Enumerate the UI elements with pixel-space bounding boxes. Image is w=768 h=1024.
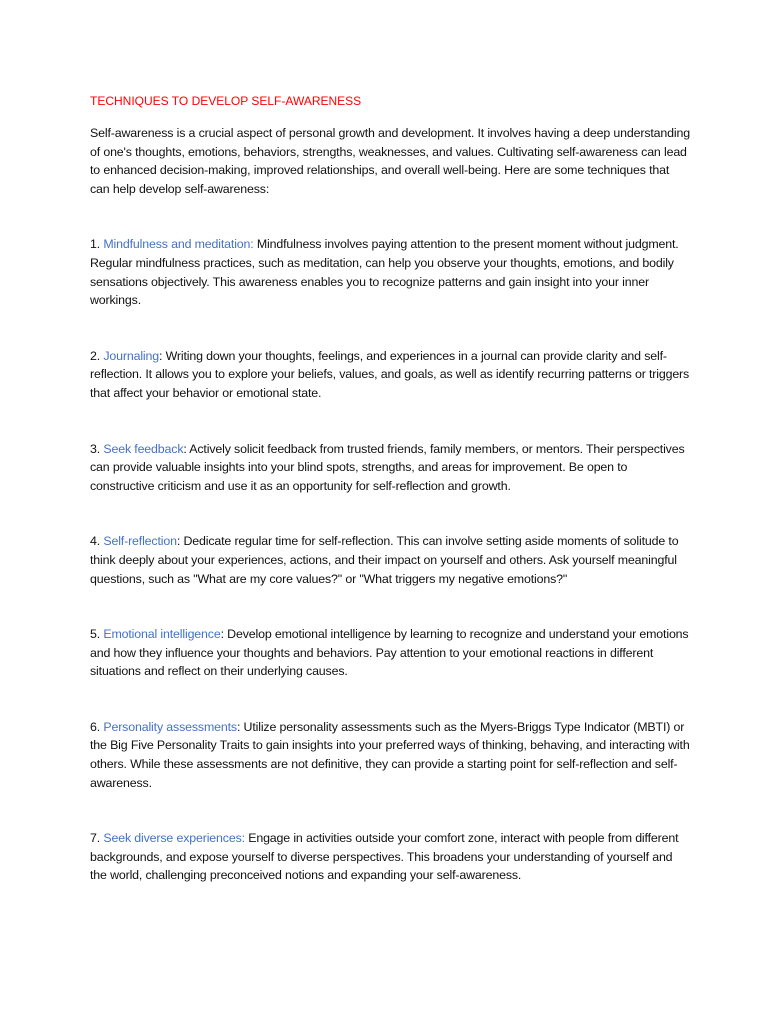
technique-number: 5. <box>90 627 101 642</box>
technique-term: Mindfulness and meditation: <box>103 237 254 252</box>
technique-number: 6. <box>90 719 101 734</box>
technique-term: Seek diverse experiences: <box>103 831 245 846</box>
technique-item-1 <box>90 235 690 309</box>
technique-text: : Dedicate regular time for self-reflection. This can involve setting aside moments of solitude to think deeply about your experiences, actions, and their impact on yourself and others. Ask yourself meaningful questions, such as "What are my core values?" or "What triggers my negative emotions?" <box>90 534 679 586</box>
technique-term: Personality assessments <box>103 719 237 734</box>
technique-term: Emotional intelligence <box>103 627 221 642</box>
technique-number: 2. <box>90 348 101 363</box>
technique-item-5 <box>90 625 690 681</box>
technique-item-2 <box>90 347 690 403</box>
document-title: TECHNIQUES TO DEVELOP SELF-AWARENESS <box>90 94 362 108</box>
technique-text: Engage in activities outside your comfort zone, interact with people from different backgrounds, and expose yourself to diverse perspectives. This broadens your understanding of yourself and the world, challenging preconceived notions and expanding your self-awareness. <box>90 831 679 883</box>
document-page <box>90 92 690 885</box>
technique-text: : Develop emotional intelligence by learning to recognize and understand your emotions and how they influence your thoughts and behaviors. Pay attention to your emotional reactions in different situations and reflect on their underlying causes. <box>90 627 689 679</box>
technique-item-3 <box>90 440 690 496</box>
technique-item-6 <box>90 718 690 792</box>
technique-term: Journaling <box>103 348 160 363</box>
technique-item-7 <box>90 829 690 885</box>
technique-text: Mindfulness involves paying attention to the present moment without judgment. Regular mindfulness practices, such as meditation, can help you observe your thoughts, emotions, and bodily sensations objectively. This awareness enables you to recognize patterns and gain insight into your inner workings. <box>90 237 679 308</box>
technique-text: : Actively solicit feedback from trusted friends, family members, or mentors. Their perspectives can provide valuable insights into your blind spots, strengths, and areas for improvement. Be open to constructive criticism and use it as an opportunity for self-reflection and growth. <box>90 441 685 493</box>
technique-text: : Utilize personality assessments such as the Myers-Briggs Type Indicator (MBTI) or the Big Five Personality Traits to gain insights into your preferred ways of thinking, behaving, and interacting with others. While these assessments are not definitive, they can provide a starting point for self-reflection and self-awareness. <box>90 719 690 790</box>
technique-number: 4. <box>90 534 101 549</box>
technique-number: 7. <box>90 831 101 846</box>
technique-term: Self-reflection <box>103 534 177 549</box>
technique-item-4 <box>90 532 690 588</box>
technique-text: : Writing down your thoughts, feelings, and experiences in a journal can provide clarity and self-reflection. It allows you to explore your beliefs, values, and goals, as well as identify recurring patterns or triggers that affect your behavior or emotional state. <box>90 348 690 400</box>
technique-number: 1. <box>90 237 101 252</box>
technique-term: Seek feedback <box>103 441 184 456</box>
technique-number: 3. <box>90 441 101 456</box>
intro-paragraph: Self-awareness is a crucial aspect of personal growth and development. It involves having a deep understanding of one's thoughts, emotions, behaviors, strengths, weaknesses, and values. Cultivating self-awareness can lead to enhanced decision-making, improved relationships, and overall well-being. Here are some techniques that can help develop self-awareness: <box>90 126 690 196</box>
